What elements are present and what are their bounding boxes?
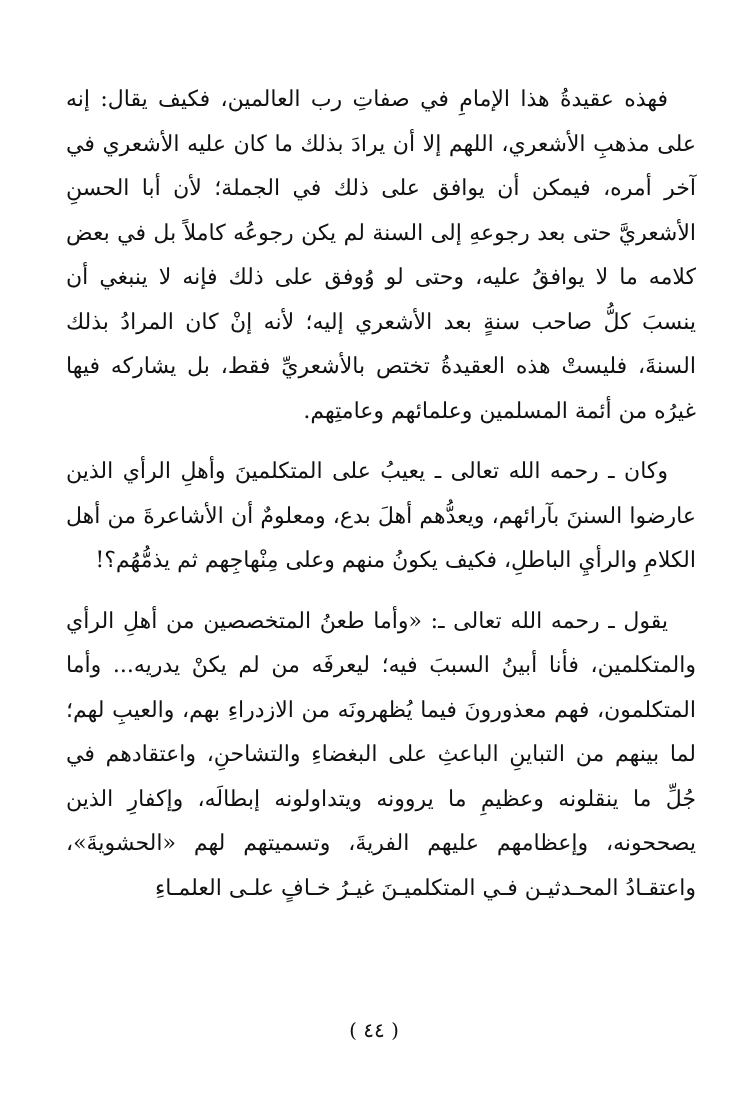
paragraph-1: فهذه عقيدةُ هذا الإمامِ في صفاتِ رب العالمين، فكيف يقال: إنه على مذهبِ الأشعري، اللهم إلا أن يرادَ بذلك ما كان عليه الأشعري في آخر أمره، فيمكن أن يوافق على ذلك في الجملة؛ لأن أبا الحسنِ الأشعريَّ حتى بعد رجوعهِ إلى السنة لم يكن رجوعُه كاملاً بل في بعض كلامه ما لا يوافقُ عليه، وحتى لو وُوفق على ذلك فإنه لا ينبغي أن ينسبَ كلُّ صاحب سنةٍ بعد الأشعري إليه؛ لأنه إنْ كان المرادُ بذلك السنةَ، فليستْ هذه العقيدةُ تختص بالأشعريِّ فقط، بل يشاركه فيها غيرُه من أئمة المسلمين وعلمائهم وعامتِهم. xyxy=(66,87,696,424)
page-number: ( ٤٤ ) xyxy=(349,1018,399,1042)
paragraph-3: يقول ـ رحمه الله تعالى ـ: «وأما طعنُ المتخصصين من أهلِ الرأي والمتكلمين، فأنا أبينُ السببَ فيه؛ ليعرفَه من لم يكنْ يدريه... وأما المتكلمون، فهم معذورونَ فيما يُظهرونَه من الازدراءِ بهم، والعيبِ لهم؛ لما بينهم من التباينِ الباعثِ على البغضاءِ والتشاحنِ، واعتقادهم في جُلِّ ما ينقلونه وعظيمِ ما يروونه ويتداولونه إبطالَه، وإكفارِ الذين يصححونه، وإعظامهم عليهم الفريةَ، وتسميتهم لهم «الحشويةَ»، واعتقـادُ المحـدثيـن فـي المتكلميـنَ غيـرُ خـافٍ علـى العلمـاءِ xyxy=(66,608,696,901)
paragraph-2: وكان ـ رحمه الله تعالى ـ يعيبُ على المتكلمينَ وأهلِ الرأي الذين عارضوا السننَ بآرائهم، ويعدُّهم أهلَ بدع، ومعلومٌ أن الأشاعرةَ من أهل الكلامِ والرأيِ الباطلِ، فكيف يكونُ منهم وعلى مِنْهاجِهم ثم يذمُّهُم؟! xyxy=(66,459,696,573)
body-text xyxy=(66,78,696,911)
